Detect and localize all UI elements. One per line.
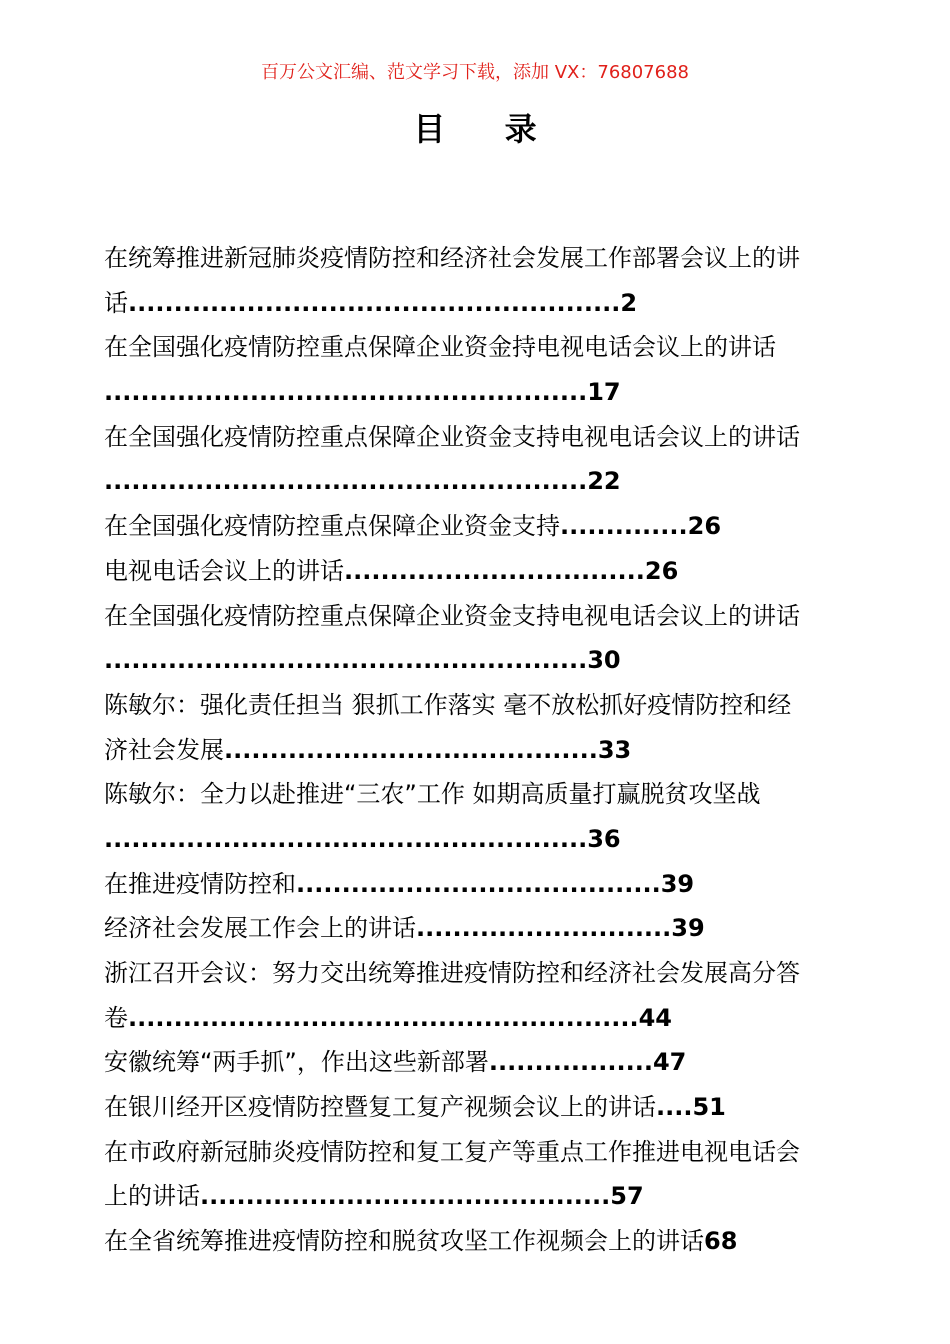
toc-page-number: 39 <box>660 869 695 898</box>
toc-entry-text: 在银川经开区疫情防控暨复工复产视频会议上的讲话 <box>104 1093 656 1122</box>
toc-line <box>104 906 846 951</box>
table-of-contents <box>104 236 846 1264</box>
toc-leader-dots: ..................................................... <box>104 646 588 675</box>
toc-leader-dots: .................. <box>488 1048 653 1077</box>
toc-entry-text: 在市政府新冠肺炎疫情防控和复工复产等重点工作推进电视电话会 <box>104 1137 800 1166</box>
toc-page-number: 26 <box>687 512 722 541</box>
toc-leader-dots: .... <box>656 1093 693 1122</box>
toc-entry-text: 在全国强化疫情防控重点保障企业资金支持电视电话会议上的讲话 <box>104 601 800 630</box>
toc-entry-text: 上的讲话 <box>104 1182 200 1211</box>
toc-entry-text: 在推进疫情防控和 <box>104 869 296 898</box>
toc-entry-text: 陈敏尔：强化责任担当 狠抓工作落实 毫不放松抓好疫情防控和经 <box>104 690 792 719</box>
toc-line <box>104 1174 846 1219</box>
toc-line <box>104 1130 846 1175</box>
toc-line <box>104 817 846 862</box>
toc-page-number: 30 <box>587 646 621 675</box>
toc-entry-text: 电视电话会议上的讲话 <box>104 556 344 585</box>
toc-page-number: 22 <box>587 467 621 496</box>
toc-line <box>104 370 846 415</box>
toc-entry-text: 经济社会发展工作会上的讲话 <box>104 914 416 943</box>
toc-leader-dots: ........................................................ <box>128 1003 639 1032</box>
toc-line <box>104 683 846 728</box>
toc-leader-dots: ................................. <box>344 556 645 585</box>
toc-leader-dots: ............................................. <box>200 1182 611 1211</box>
toc-leader-dots: ...................................................... <box>128 288 621 317</box>
toc-line <box>104 459 846 504</box>
toc-leader-dots: ......................................... <box>224 735 598 764</box>
toc-line <box>104 1219 846 1264</box>
toc-entry-text: 济社会发展 <box>104 735 224 764</box>
toc-line <box>104 549 846 594</box>
toc-line <box>104 504 846 549</box>
toc-leader-dots: ..................................................... <box>104 824 588 853</box>
header-watermark-text: 百万公文汇编、范文学习下载，添加 VX：76807688 <box>261 62 689 83</box>
toc-page-number: 33 <box>597 735 632 764</box>
toc-page-number: 51 <box>692 1093 726 1122</box>
toc-page-number: 17 <box>587 378 621 407</box>
toc-page-number: 57 <box>610 1182 644 1211</box>
toc-line <box>104 415 846 460</box>
toc-line <box>104 236 846 281</box>
toc-entry-text: 在统筹推进新冠肺炎疫情防控和经济社会发展工作部署会议上的讲 <box>104 244 800 272</box>
toc-leader-dots: ............................ <box>416 914 672 943</box>
toc-page-number: 47 <box>652 1048 687 1077</box>
toc-line <box>104 1085 846 1130</box>
page-title: 目 录 <box>413 110 561 148</box>
toc-leader-dots: ..................................................... <box>104 378 588 407</box>
toc-line <box>104 996 846 1041</box>
toc-entry-text: 在全国强化疫情防控重点保障企业资金支持 <box>104 512 560 541</box>
toc-entry-text: 陈敏尔：全力以赴推进“三农”工作 如期高质量打赢脱贫攻坚战 <box>104 780 761 809</box>
toc-page-number: 2 <box>620 288 638 317</box>
toc-entry-text: 浙江召开会议：努力交出统筹推进疫情防控和经济社会发展高分答 <box>104 959 800 987</box>
toc-entry-text: 在全省统筹推进疫情防控和脱贫攻坚工作视频会上的讲话 <box>104 1227 704 1256</box>
toc-leader-dots: ........................................ <box>296 869 661 898</box>
toc-entry-text: 卷 <box>104 1003 128 1032</box>
toc-page-number: 39 <box>671 914 705 943</box>
toc-page-number: 26 <box>644 556 679 585</box>
toc-page-number: 68 <box>704 1227 738 1256</box>
toc-line <box>104 638 846 683</box>
toc-page-number: 36 <box>587 824 621 853</box>
toc-line <box>104 951 846 996</box>
toc-line <box>104 594 846 639</box>
toc-line <box>104 862 846 907</box>
toc-entry-text: 安徽统筹“两手抓”，作出这些新部署 <box>104 1048 489 1077</box>
toc-line <box>104 325 846 370</box>
toc-page-number: 44 <box>638 1003 672 1032</box>
toc-leader-dots: ..................................................... <box>104 467 588 496</box>
toc-line <box>104 728 846 773</box>
toc-line <box>104 281 846 326</box>
toc-leader-dots: .............. <box>560 512 688 541</box>
toc-entry-text: 话 <box>104 288 128 317</box>
toc-entry-text: 在全国强化疫情防控重点保障企业资金持电视电话会议上的讲话 <box>104 333 776 362</box>
toc-entry-text: 在全国强化疫情防控重点保障企业资金支持电视电话会议上的讲话 <box>104 422 800 451</box>
toc-line <box>104 1040 846 1085</box>
toc-line <box>104 772 846 817</box>
